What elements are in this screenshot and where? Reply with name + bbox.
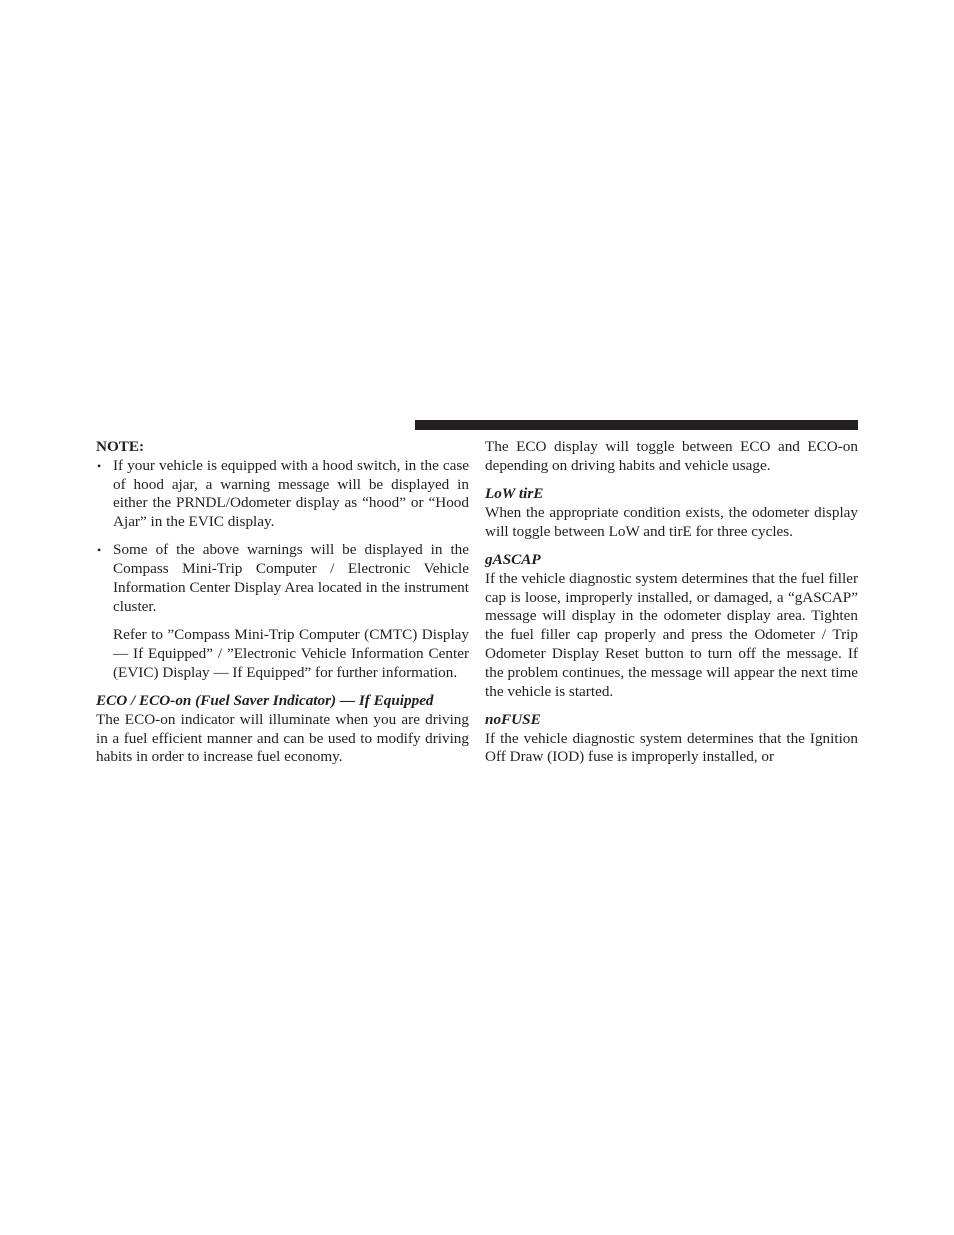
bullet-item [96,541,469,616]
nofuse-heading: noFUSE [485,710,541,728]
note-label: NOTE: [96,438,145,455]
refer-paragraph: Refer to ”Compass Mini-Trip Computer (CMTC) Display— If Equipped” / ”Electronic Vehicle Information Center (EVIC) Display — If Equipped” for further information. [113,626,469,681]
right-column [485,438,858,767]
gascap-paragraph: If the vehicle diagnostic system determines that the fuel filler cap is loose, improperly installed, or damaged, a “gASCAP” message will display in the odometer display area. Tighten the fuel filler cap properly and press the Odometer / Trip Odometer Display Reset button to turn off the message. If the problem continues, the message will appear the next time the vehicle is started. [485,569,858,700]
bullet-icon: • [97,543,102,558]
bullet-item [96,457,469,532]
header-rule [415,420,858,430]
bullet-icon: • [97,458,102,473]
bullet-text: If your vehicle is equipped with a hood switch, in the case of hood ajar, a warning message will be displayed in either the PRNDL/Odometer display as “hood” or “Hood Ajar” in the EVIC display. [113,456,469,531]
nofuse-paragraph: If the vehicle diagnostic system determines that the Ignition Off Draw (IOD) fuse is improperly installed, or [485,729,858,766]
eco-toggle-paragraph: The ECO display will toggle between ECO and ECO-on depending on driving habits and vehicle usage. [485,438,858,474]
left-column [96,438,469,767]
eco-heading: ECO / ECO-on (Fuel Saver Indicator) — If Equipped [96,692,434,710]
gascap-heading: gASCAP [485,550,541,568]
bullet-text: Some of the above warnings will be displayed in the Compass Mini-Trip Computer / Electronic Vehicle Information Center Display Area located in the instrument cluster. [113,541,469,615]
low-tire-paragraph: When the appropriate condition exists, the odometer display will toggle between LoW and tirE for three cycles. [485,503,858,540]
eco-paragraph: The ECO-on indicator will illuminate when you are driving in a fuel efficient manner and can be used to modify driving habits in order to increase fuel economy. [96,710,469,766]
low-tire-heading: LoW tirE [485,485,544,503]
